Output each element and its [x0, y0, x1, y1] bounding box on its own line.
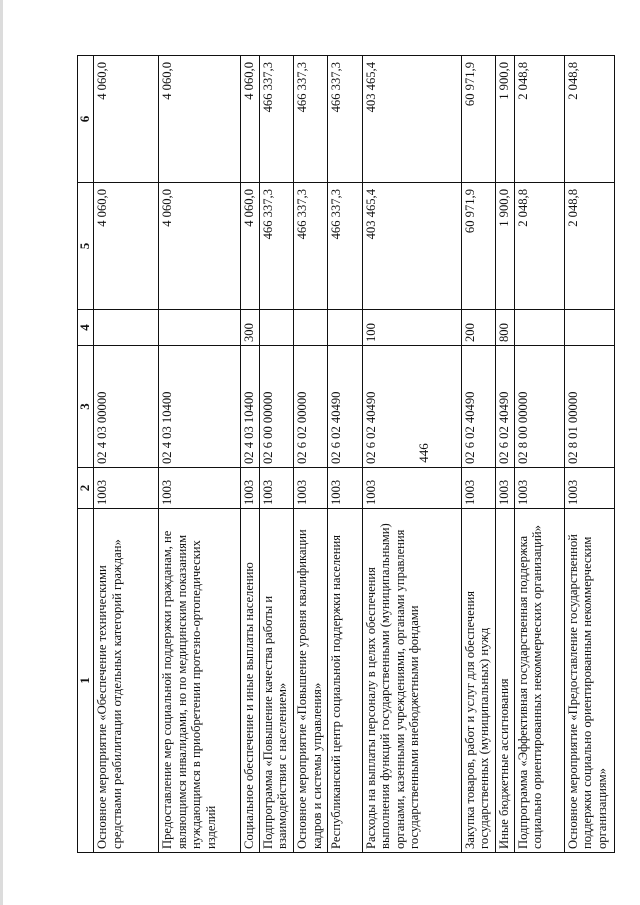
page-number: 446 — [416, 443, 431, 463]
header-cell: 4 — [78, 310, 94, 346]
amount-cell-5: 466 337,3 — [294, 183, 328, 310]
amount-cell-6: 4 060,0 — [241, 56, 260, 183]
amount-cell-5: 2 048,8 — [514, 183, 564, 310]
expense-type-cell: 300 — [241, 310, 260, 346]
header-cell: 2 — [78, 468, 94, 509]
target-article-cell: 02 6 02 00000 — [294, 346, 328, 468]
section-code-cell: 1003 — [564, 468, 614, 509]
expense-type-cell — [514, 310, 564, 346]
amount-cell-5: 403 465,4 — [362, 183, 461, 310]
rotated-table-inner — [77, 56, 615, 853]
expense-type-cell — [328, 310, 362, 346]
target-article-cell: 02 4 03 10400 — [241, 346, 260, 468]
table-row — [259, 56, 293, 853]
header-cell: 6 — [78, 56, 94, 183]
target-article-cell: 02 6 02 40490 — [495, 346, 514, 468]
amount-cell-6: 4 060,0 — [159, 56, 241, 183]
amount-cell-6: 403 465,4 — [362, 56, 461, 183]
section-code-cell: 1003 — [94, 468, 159, 509]
table-row — [94, 56, 159, 853]
row-name-cell: Республиканский центр социальной поддержки населения — [328, 509, 362, 853]
target-article-cell: 02 4 03 10400 — [159, 346, 241, 468]
section-code-cell: 1003 — [241, 468, 260, 509]
table-row — [241, 56, 260, 853]
row-name-cell: Социальное обеспечение и иные выплаты населению — [241, 509, 260, 853]
expense-type-cell — [564, 310, 614, 346]
target-article-cell: 02 6 00 00000 — [259, 346, 293, 468]
expense-type-cell: 200 — [461, 310, 495, 346]
table-row — [159, 56, 241, 853]
row-name-cell: Подпрограмма «Эффективная государственная поддержка социально ориентированных некоммерческих организаций» — [514, 509, 564, 853]
target-article-cell: 02 8 01 00000 — [564, 346, 614, 468]
rotated-table-container — [77, 56, 615, 853]
table-row — [514, 56, 564, 853]
row-name-cell: Основное мероприятие «Повышение уровня квалификации кадров и системы управления» — [294, 509, 328, 853]
amount-cell-6: 466 337,3 — [294, 56, 328, 183]
section-code-cell: 1003 — [259, 468, 293, 509]
row-name-cell: Иные бюджетные ассигнования — [495, 509, 514, 853]
amount-cell-5: 60 971,9 — [461, 183, 495, 310]
table-row — [294, 56, 328, 853]
row-name-cell: Подпрограмма «Повышение качества работы и взаимодействия с населением» — [259, 509, 293, 853]
table-row — [328, 56, 362, 853]
amount-cell-5: 1 900,0 — [495, 183, 514, 310]
amount-cell-5: 466 337,3 — [259, 183, 293, 310]
expense-type-cell: 800 — [495, 310, 514, 346]
row-name-cell: Основное мероприятие «Обеспечение техническими средствами реабилитации отдельных категорий граждан» — [94, 509, 159, 853]
header-cell: 3 — [78, 346, 94, 468]
section-code-cell: 1003 — [362, 468, 461, 509]
section-code-cell: 1003 — [461, 468, 495, 509]
table-row — [564, 56, 614, 853]
target-article-cell: 02 6 02 40490 — [362, 346, 461, 468]
section-code-cell: 1003 — [159, 468, 241, 509]
amount-cell-6: 60 971,9 — [461, 56, 495, 183]
amount-cell-6: 2 048,8 — [514, 56, 564, 183]
section-code-cell: 1003 — [495, 468, 514, 509]
budget-table — [77, 55, 615, 853]
row-name-cell: Закупка товаров, работ и услуг для обеспечения государственных (муниципальных) нужд — [461, 509, 495, 853]
target-article-cell: 02 6 02 40490 — [328, 346, 362, 468]
section-code-cell: 1003 — [294, 468, 328, 509]
section-code-cell: 1003 — [514, 468, 564, 509]
row-name-cell: Расходы на выплаты персоналу в целях обеспечения выполнения функций государственными (муниципальными) органами, казенными учреждениями, органами управления государственными внебюджетными фондами — [362, 509, 461, 853]
expense-type-cell — [94, 310, 159, 346]
target-article-cell: 02 4 03 00000 — [94, 346, 159, 468]
amount-cell-5: 4 060,0 — [159, 183, 241, 310]
amount-cell-6: 1 900,0 — [495, 56, 514, 183]
amount-cell-6: 466 337,3 — [259, 56, 293, 183]
amount-cell-5: 466 337,3 — [328, 183, 362, 310]
target-article-cell: 02 8 00 00000 — [514, 346, 564, 468]
header-cell: 1 — [78, 509, 94, 853]
expense-type-cell — [159, 310, 241, 346]
table-row — [461, 56, 495, 853]
amount-cell-5: 2 048,8 — [564, 183, 614, 310]
row-name-cell: Основное мероприятие «Предоставление государственной поддержки социально ориентированным некоммерческим организациям» — [564, 509, 614, 853]
target-article-cell: 02 6 02 40490 — [461, 346, 495, 468]
scan-edge — [0, 0, 3, 905]
table-row — [362, 56, 461, 853]
amount-cell-6: 2 048,8 — [564, 56, 614, 183]
table-row — [495, 56, 514, 853]
table-header-row — [78, 56, 94, 853]
amount-cell-6: 466 337,3 — [328, 56, 362, 183]
expense-type-cell: 100 — [362, 310, 461, 346]
header-cell: 5 — [78, 183, 94, 310]
amount-cell-6: 4 060,0 — [94, 56, 159, 183]
row-name-cell: Предоставление мер социальной поддержки гражданам, не являющимся инвалидами, но по медицинским показаниям нуждающимся в приобретении протезно-ортопедических изделий — [159, 509, 241, 853]
amount-cell-5: 4 060,0 — [241, 183, 260, 310]
expense-type-cell — [259, 310, 293, 346]
amount-cell-5: 4 060,0 — [94, 183, 159, 310]
section-code-cell: 1003 — [328, 468, 362, 509]
expense-type-cell — [294, 310, 328, 346]
